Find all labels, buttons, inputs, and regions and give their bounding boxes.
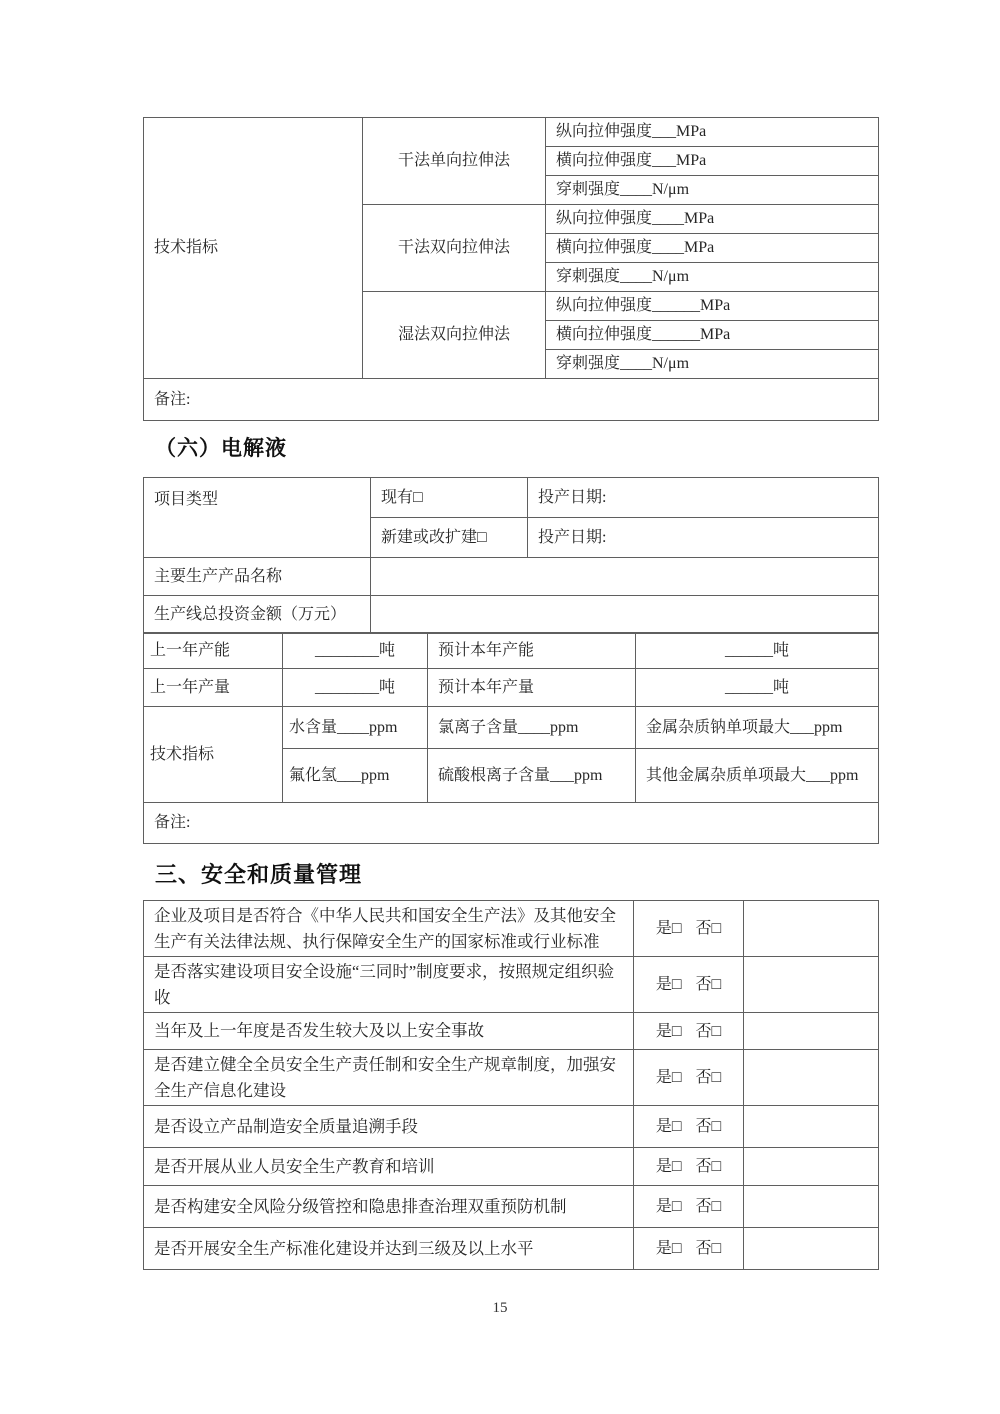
investment-label: 生产线总投资金额（万元） bbox=[144, 596, 371, 634]
no-checkbox[interactable]: 否□ bbox=[695, 1240, 722, 1258]
notes-cell[interactable] bbox=[744, 1106, 879, 1148]
safety-question: 是否构建安全风险分级管控和隐患排查治理双重预防机制 bbox=[144, 1186, 634, 1228]
spec-item-cell[interactable]: 横向拉伸强度______MPa bbox=[546, 321, 879, 350]
yes-checkbox[interactable]: 是□ bbox=[655, 1198, 682, 1216]
spacer bbox=[682, 1020, 696, 1043]
method-cell-wet-biaxial: 湿法双向拉伸法 bbox=[363, 292, 546, 379]
remarks-cell[interactable]: 备注: bbox=[144, 379, 879, 421]
hf-content-cell[interactable]: 氟化氢___ppm bbox=[283, 749, 428, 803]
existing-checkbox-cell[interactable]: 现有□ bbox=[371, 478, 528, 518]
safety-checklist-table bbox=[143, 900, 879, 1270]
yes-no-cell[interactable] bbox=[634, 957, 744, 1013]
no-checkbox[interactable]: 否□ bbox=[695, 919, 722, 937]
investment-value-cell[interactable] bbox=[371, 596, 879, 634]
no-checkbox[interactable]: 否□ bbox=[695, 1022, 722, 1040]
spacer bbox=[682, 1237, 696, 1260]
yes-no-cell[interactable] bbox=[634, 1013, 744, 1050]
notes-cell[interactable] bbox=[744, 1186, 879, 1228]
last-year-capacity-label: 上一年产能 bbox=[144, 633, 283, 669]
yes-no-cell[interactable] bbox=[634, 1148, 744, 1186]
notes-cell[interactable] bbox=[744, 1013, 879, 1050]
spec-item-cell[interactable]: 纵向拉伸强度______MPa bbox=[546, 292, 879, 321]
spacer bbox=[682, 917, 696, 940]
expected-output-label: 预计本年产量 bbox=[428, 669, 636, 707]
product-name-label: 主要生产产品名称 bbox=[144, 558, 371, 596]
method-cell-dry-uniaxial: 干法单向拉伸法 bbox=[363, 118, 546, 205]
safety-question: 是否落实建设项目安全设施“三同时”制度要求，按照规定组织验收 bbox=[144, 957, 634, 1013]
electrolyte-project-table bbox=[143, 477, 879, 634]
yes-checkbox[interactable]: 是□ bbox=[655, 1158, 682, 1176]
no-checkbox[interactable]: 否□ bbox=[695, 1069, 722, 1087]
yes-no-cell[interactable] bbox=[634, 1106, 744, 1148]
yes-no-cell[interactable] bbox=[634, 901, 744, 957]
yes-checkbox[interactable]: 是□ bbox=[655, 1069, 682, 1087]
yes-checkbox[interactable]: 是□ bbox=[655, 1240, 682, 1258]
safety-question: 当年及上一年度是否发生较大及以上安全事故 bbox=[144, 1013, 634, 1050]
notes-cell[interactable] bbox=[744, 901, 879, 957]
safety-question: 是否开展从业人员安全生产教育和培训 bbox=[144, 1148, 634, 1186]
spec-item-cell[interactable]: 穿刺强度____N/μm bbox=[546, 263, 879, 292]
product-name-value-cell[interactable] bbox=[371, 558, 879, 596]
yes-checkbox[interactable]: 是□ bbox=[655, 1118, 682, 1136]
spacer bbox=[682, 1155, 696, 1178]
expected-capacity-label: 预计本年产能 bbox=[428, 633, 636, 669]
spacer bbox=[682, 1195, 696, 1218]
spacer bbox=[682, 1115, 696, 1138]
notes-cell[interactable] bbox=[744, 957, 879, 1013]
section-title-safety-quality: 三、安全和质量管理 bbox=[155, 862, 363, 887]
safety-question: 是否设立产品制造安全质量追溯手段 bbox=[144, 1106, 634, 1148]
spec-item-cell[interactable]: 穿刺强度____N/μm bbox=[546, 350, 879, 379]
new-production-date-cell[interactable]: 投产日期: bbox=[528, 518, 879, 558]
safety-question: 企业及项目是否符合《中华人民共和国安全生产法》及其他安全生产有关法律法规、执行保障安全生产的国家标准或行业标准 bbox=[144, 901, 634, 957]
page-number: 15 bbox=[492, 1300, 508, 1316]
yes-no-cell[interactable] bbox=[634, 1186, 744, 1228]
yes-checkbox[interactable]: 是□ bbox=[655, 919, 682, 937]
spacer bbox=[682, 973, 696, 996]
sodium-impurity-cell[interactable]: 金属杂质钠单项最大___ppm bbox=[636, 707, 879, 749]
water-content-cell[interactable]: 水含量____ppm bbox=[283, 707, 428, 749]
electrolyte-capacity-table bbox=[143, 632, 879, 844]
yes-checkbox[interactable]: 是□ bbox=[655, 976, 682, 994]
electrolyte-remarks-cell[interactable]: 备注: bbox=[144, 803, 879, 844]
yes-no-cell[interactable] bbox=[634, 1050, 744, 1106]
yes-checkbox[interactable]: 是□ bbox=[655, 1022, 682, 1040]
separator-spec-table bbox=[143, 117, 879, 421]
notes-cell[interactable] bbox=[744, 1228, 879, 1270]
spacer bbox=[682, 1066, 696, 1089]
last-year-output-value[interactable]: ________吨 bbox=[283, 669, 428, 707]
existing-production-date-cell[interactable]: 投产日期: bbox=[528, 478, 879, 518]
expected-output-value[interactable]: ______吨 bbox=[636, 669, 879, 707]
no-checkbox[interactable]: 否□ bbox=[695, 1158, 722, 1176]
spec-item-cell[interactable]: 纵向拉伸强度___MPa bbox=[546, 118, 879, 147]
safety-question: 是否建立健全全员安全生产责任制和安全生产规章制度，加强安全生产信息化建设 bbox=[144, 1050, 634, 1106]
no-checkbox[interactable]: 否□ bbox=[695, 1198, 722, 1216]
spec-item-cell[interactable]: 横向拉伸强度____MPa bbox=[546, 234, 879, 263]
last-year-capacity-value[interactable]: ________吨 bbox=[283, 633, 428, 669]
last-year-output-label: 上一年产量 bbox=[144, 669, 283, 707]
other-metal-impurity-cell[interactable]: 其他金属杂质单项最大___ppm bbox=[636, 749, 879, 803]
spec-item-cell[interactable]: 横向拉伸强度___MPa bbox=[546, 147, 879, 176]
section-title-electrolyte: （六）电解液 bbox=[155, 436, 287, 460]
project-type-label: 项目类型 bbox=[144, 478, 371, 558]
sulfate-content-cell[interactable]: 硫酸根离子含量___ppm bbox=[428, 749, 636, 803]
no-checkbox[interactable]: 否□ bbox=[695, 976, 722, 994]
expected-capacity-value[interactable]: ______吨 bbox=[636, 633, 879, 669]
notes-cell[interactable] bbox=[744, 1148, 879, 1186]
spec-item-cell[interactable]: 纵向拉伸强度____MPa bbox=[546, 205, 879, 234]
method-cell-dry-biaxial: 干法双向拉伸法 bbox=[363, 205, 546, 292]
yes-no-cell[interactable] bbox=[634, 1228, 744, 1270]
spec-item-cell[interactable]: 穿刺强度____N/μm bbox=[546, 176, 879, 205]
tech-indicator-label: 技术指标 bbox=[144, 707, 283, 803]
safety-question: 是否开展安全生产标准化建设并达到三级及以上水平 bbox=[144, 1228, 634, 1270]
notes-cell[interactable] bbox=[744, 1050, 879, 1106]
new-build-checkbox-cell[interactable]: 新建或改扩建□ bbox=[371, 518, 528, 558]
chloride-content-cell[interactable]: 氯离子含量____ppm bbox=[428, 707, 636, 749]
spec-header-cell: 技术指标 bbox=[144, 118, 363, 379]
no-checkbox[interactable]: 否□ bbox=[695, 1118, 722, 1136]
